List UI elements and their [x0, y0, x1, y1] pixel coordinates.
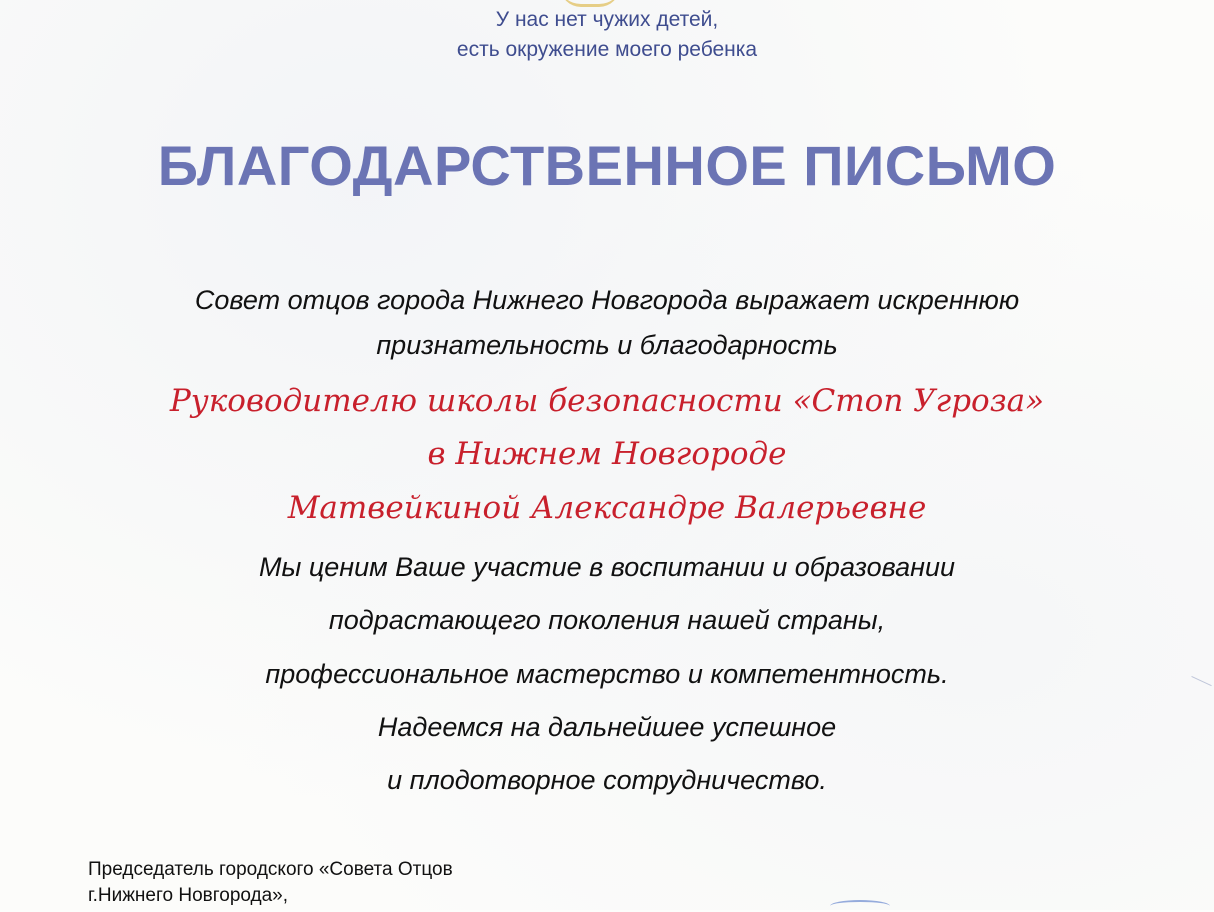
signature-line-1: Председатель городского «Совета Отцов [88, 859, 453, 880]
recipient-line-2: в Нижнем Новгороде [427, 436, 787, 472]
body-line-2: подрастающего поколения нашей страны, [328, 605, 886, 635]
body-line-3: профессиональное мастерство и компетентность. [265, 659, 949, 689]
signature-line-2: г.Нижнего Новгорода», [88, 885, 289, 906]
body-line-5: и плодотворное сотрудничество. [387, 765, 827, 795]
body-line-4: Надеемся на дальнейшее успешное [377, 712, 837, 742]
body-line-1: Мы ценим Ваше участие в воспитании и образовании [258, 552, 956, 582]
intro-line-2: признательность и благодарность [376, 330, 838, 360]
motto-line-1: У нас нет чужих детей, [495, 8, 719, 31]
document-title: БЛАГОДАРСТВЕННОЕ ПИСЬМО [157, 134, 1057, 197]
stamp-fragment [830, 900, 890, 912]
motto-line-2: есть окружение моего ребенка [456, 38, 758, 61]
recipient-line-1: Руководителю школы безопасности «Стоп Угроза» [169, 383, 1045, 419]
recipient-name: Матвейкиной Александре Валерьевне [287, 490, 927, 526]
intro-line-1: Совет отцов города Нижнего Новгорода выражает искреннюю [194, 285, 1020, 315]
